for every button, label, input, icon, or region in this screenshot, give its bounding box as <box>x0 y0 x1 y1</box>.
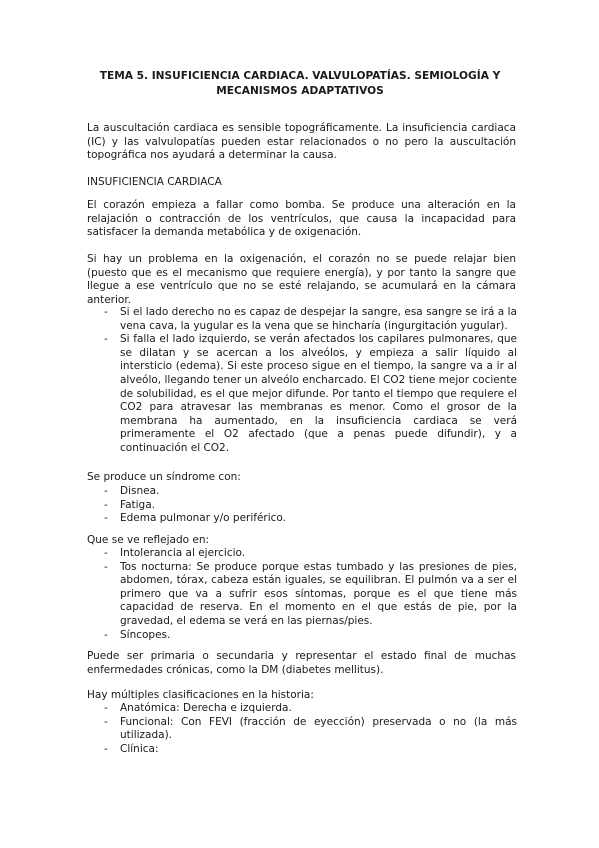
section-heading: INSUFICIENCIA CARDIACA <box>87 176 222 188</box>
list-item-text: Edema pulmonar y/o periférico. <box>120 512 287 525</box>
list-item-text: Tos nocturna: Se produce porque estas tumbado y las presiones de pies, abdomen, tórax, cabeza están iguales, se equilibran. El pulmón va a ser el primero que va a sufrir esos síntomas, porque es el que tiene más capacidad de reserva. En el momento en el que estás de pie, por la gravedad, el edema se verá en las piernas/pies. <box>120 560 517 627</box>
classification-list <box>87 702 517 756</box>
list-item-text: Fatiga. <box>120 498 155 511</box>
reflected-list <box>87 547 517 642</box>
syndrome-intro: Se produce un síndrome con: <box>87 471 241 483</box>
list-item <box>87 743 517 757</box>
dash-bullet: - <box>104 512 108 525</box>
dash-bullet: - <box>104 742 108 755</box>
list-item-text: Clínica: <box>120 742 159 755</box>
list-item <box>87 702 517 716</box>
list-item-text: Síncopes. <box>120 628 171 641</box>
chronic-paragraph: Puede ser primaria o secundaria y representar el estado final de muchas enfermedades crónicas, como la DM (diabetes mellitus). <box>87 650 516 676</box>
list-item-text: Disnea. <box>120 485 160 497</box>
syndrome-list <box>87 485 517 526</box>
list-item <box>87 499 517 513</box>
list-item-text: Si falla el lado izquierdo, se verán afectados los capilares pulmonares, que se dilatan y se acercan a los alveólos, y empieza a salir líquido al intersticio (edema). Si este proceso sigue en el tiempo, la sangre va a ir al alveólo, llegando tener un alveólo encharcado. El CO2 tiene mejor cociente de solubilidad, es el que mejor difunde. Por tanto el tiempo que requiere el CO2 para atravesar las membranas es menor. Como el grosor de la membrana ha aumentado, en la insuficiencia cardiaca se verá primeramente el O2 afectado (que a penas puede difundir), y a continuación el CO2. <box>120 333 517 454</box>
intro-paragraph: La auscultación cardiaca es sensible topográficamente. La insuficiencia cardiaca (IC) y las valvulopatías pueden estar relacionados o no pero la auscultación topográfica nos ayudará a determinar la causa. <box>87 122 516 162</box>
reflected-intro: Que se ve reflejado en: <box>87 534 210 546</box>
list-item <box>87 333 517 455</box>
dash-bullet: - <box>104 547 108 559</box>
dash-bullet: - <box>104 306 108 318</box>
list-item <box>87 306 517 333</box>
list-item <box>87 547 517 561</box>
dash-bullet: - <box>104 333 108 346</box>
list-item-text: Si el lado derecho no es capaz de despejar la sangre, esa sangre se irá a la vena cava, la yugular es la vena que se hincharía (ingurgitación yugular). <box>120 306 517 332</box>
list-item <box>87 512 517 526</box>
dash-bullet: - <box>104 628 108 641</box>
dash-bullet: - <box>104 715 108 728</box>
dash-bullet: - <box>104 485 108 497</box>
list-item <box>87 716 517 743</box>
list-item <box>87 561 517 629</box>
list-item <box>87 629 517 643</box>
dash-bullet: - <box>104 560 108 573</box>
page-title: TEMA 5. INSUFICIENCIA CARDIACA. VALVULOPATÍAS. SEMIOLOGÍA Y MECANISMOS ADAPTATIVOS <box>99 70 501 97</box>
list-item <box>87 485 517 499</box>
classification-intro: Hay múltiples clasificaciones en la historia: <box>87 689 314 701</box>
list-item-text: Anatómica: Derecha e izquierda. <box>120 702 292 714</box>
dash-bullet: - <box>104 498 108 511</box>
list-item-text: Funcional: Con FEVI (fracción de eyección) preservada o no (la más utilizada). <box>120 715 517 742</box>
sides-list <box>87 306 517 456</box>
definition-paragraph: El corazón empieza a fallar como bomba. Se produce una alteración en la relajación o contracción de los ventrículos, que causa la incapacidad para satisfacer la demanda metabólica y de oxigenación. <box>87 199 516 239</box>
dash-bullet: - <box>104 702 108 714</box>
oxygenation-paragraph: Si hay un problema en la oxigenación, el corazón no se puede relajar bien (puesto que es el mecanismo que requiere energía), y por tanto la sangre que llegue a ese ventrículo que no se esté relajando, se acumulará en la cámara anterior. <box>87 253 516 306</box>
list-item-text: Intolerancia al ejercicio. <box>120 547 246 559</box>
